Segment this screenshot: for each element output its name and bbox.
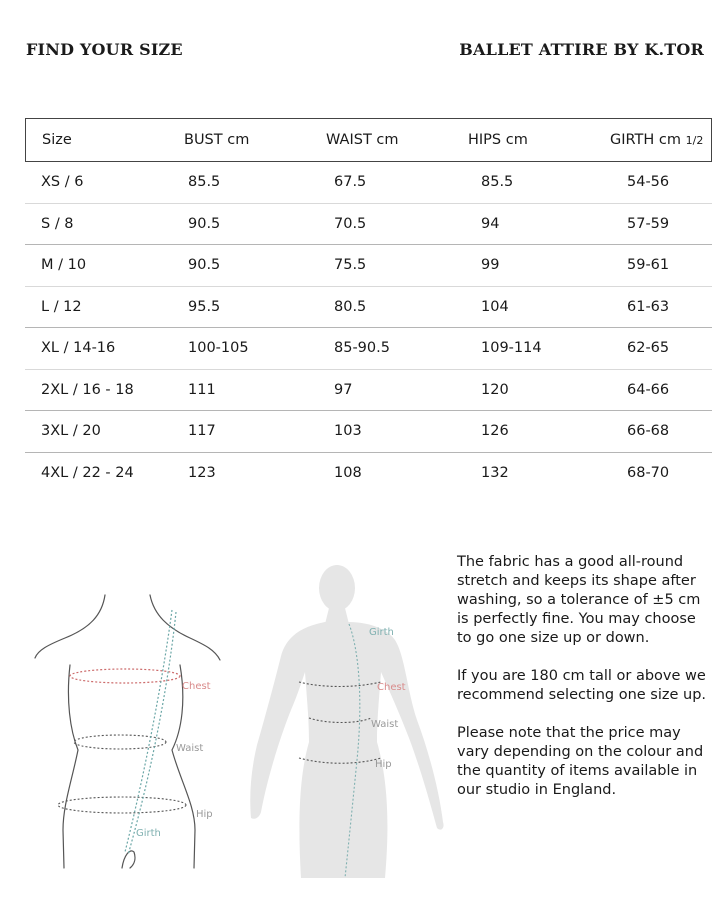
col-header-waist: WAIST cm <box>326 132 399 148</box>
cell-hips: 104 <box>481 298 509 315</box>
waist-label: Waist <box>176 743 204 754</box>
cell-waist: 97 <box>334 381 353 398</box>
cell-hips: 94 <box>481 215 500 232</box>
cell-size: 4XL / 22 - 24 <box>41 465 134 482</box>
col-header-girth-label: GIRTH cm <box>610 132 681 148</box>
cell-waist: 103 <box>334 423 362 440</box>
cell-waist: 80.5 <box>334 298 367 315</box>
col-header-bust: BUST cm <box>184 132 250 148</box>
cell-bust: 85.5 <box>188 174 221 191</box>
cell-waist: 85-90.5 <box>334 340 390 357</box>
cell-hips: 120 <box>481 381 509 398</box>
cell-girth: 61-63 <box>627 298 670 315</box>
brand-title: BALLET ATTIRE BY K.TOR <box>459 40 704 59</box>
hip-label: Hip <box>196 809 213 820</box>
hip-label: Hip <box>375 759 392 770</box>
cell-hips: 126 <box>481 423 509 440</box>
table-row <box>25 370 712 412</box>
cell-girth: 54-56 <box>627 174 670 191</box>
cell-hips: 85.5 <box>481 174 514 191</box>
cell-waist: 75.5 <box>334 257 367 274</box>
size-chart-table <box>25 118 712 494</box>
waist-label: Waist <box>371 719 399 730</box>
chest-label: Chest <box>377 682 406 693</box>
cell-bust: 111 <box>188 381 216 398</box>
cell-hips: 99 <box>481 257 500 274</box>
cell-bust: 100-105 <box>188 340 249 357</box>
table-row <box>25 328 712 370</box>
cell-size: S / 8 <box>41 215 74 232</box>
cell-hips: 132 <box>481 465 509 482</box>
table-header <box>25 118 712 162</box>
table-row <box>25 453 712 495</box>
girth-label: Girth <box>369 627 394 638</box>
cell-bust: 90.5 <box>188 215 221 232</box>
cell-size: XL / 14-16 <box>41 340 116 357</box>
cell-size: 3XL / 20 <box>41 423 101 440</box>
col-header-girth <box>610 132 703 148</box>
cell-size: XS / 6 <box>41 174 84 191</box>
cell-girth: 57-59 <box>627 215 670 232</box>
cell-waist: 108 <box>334 465 362 482</box>
page-title: FIND YOUR SIZE <box>26 40 183 59</box>
girth-label: Girth <box>136 828 161 839</box>
chest-label: Chest <box>182 681 211 692</box>
cell-bust: 123 <box>188 465 216 482</box>
cell-bust: 90.5 <box>188 257 221 274</box>
table-row <box>25 411 712 453</box>
table-row <box>25 245 712 287</box>
table-row <box>25 287 712 329</box>
cell-girth: 62-65 <box>627 340 670 357</box>
table-row <box>25 162 712 204</box>
cell-girth: 66-68 <box>627 423 670 440</box>
cell-size: M / 10 <box>41 257 87 274</box>
cell-girth: 59-61 <box>627 257 670 274</box>
info-paragraph-price: Please note that the price may vary depending on the colour and the quantity of items available in our studio in England. <box>457 725 704 798</box>
cell-hips: 109-114 <box>481 340 542 357</box>
cell-girth: 64-66 <box>627 381 670 398</box>
cell-size: L / 12 <box>41 298 82 315</box>
col-header-size: Size <box>42 132 72 148</box>
cell-waist: 67.5 <box>334 174 367 191</box>
torso-outline-diagram <box>30 590 230 870</box>
info-paragraph-stretch: The fabric has a good all-round stretch and keeps its shape after washing, so a tolerance of ±5 cm is perfectly fine. You may choose to go one size up or down. <box>457 554 701 646</box>
info-paragraph-height: If you are 180 cm tall or above we recommend selecting one size up. <box>457 668 707 703</box>
cell-size: 2XL / 16 - 18 <box>41 381 134 398</box>
cell-girth: 68-70 <box>627 465 670 482</box>
cell-waist: 70.5 <box>334 215 367 232</box>
body-silhouette-diagram <box>245 560 450 880</box>
col-header-hips: HIPS cm <box>468 132 528 148</box>
size-info-text <box>457 553 712 819</box>
cell-bust: 117 <box>188 423 216 440</box>
cell-bust: 95.5 <box>188 298 221 315</box>
col-header-girth-suffix: 1/2 <box>685 134 704 147</box>
table-row <box>25 204 712 246</box>
